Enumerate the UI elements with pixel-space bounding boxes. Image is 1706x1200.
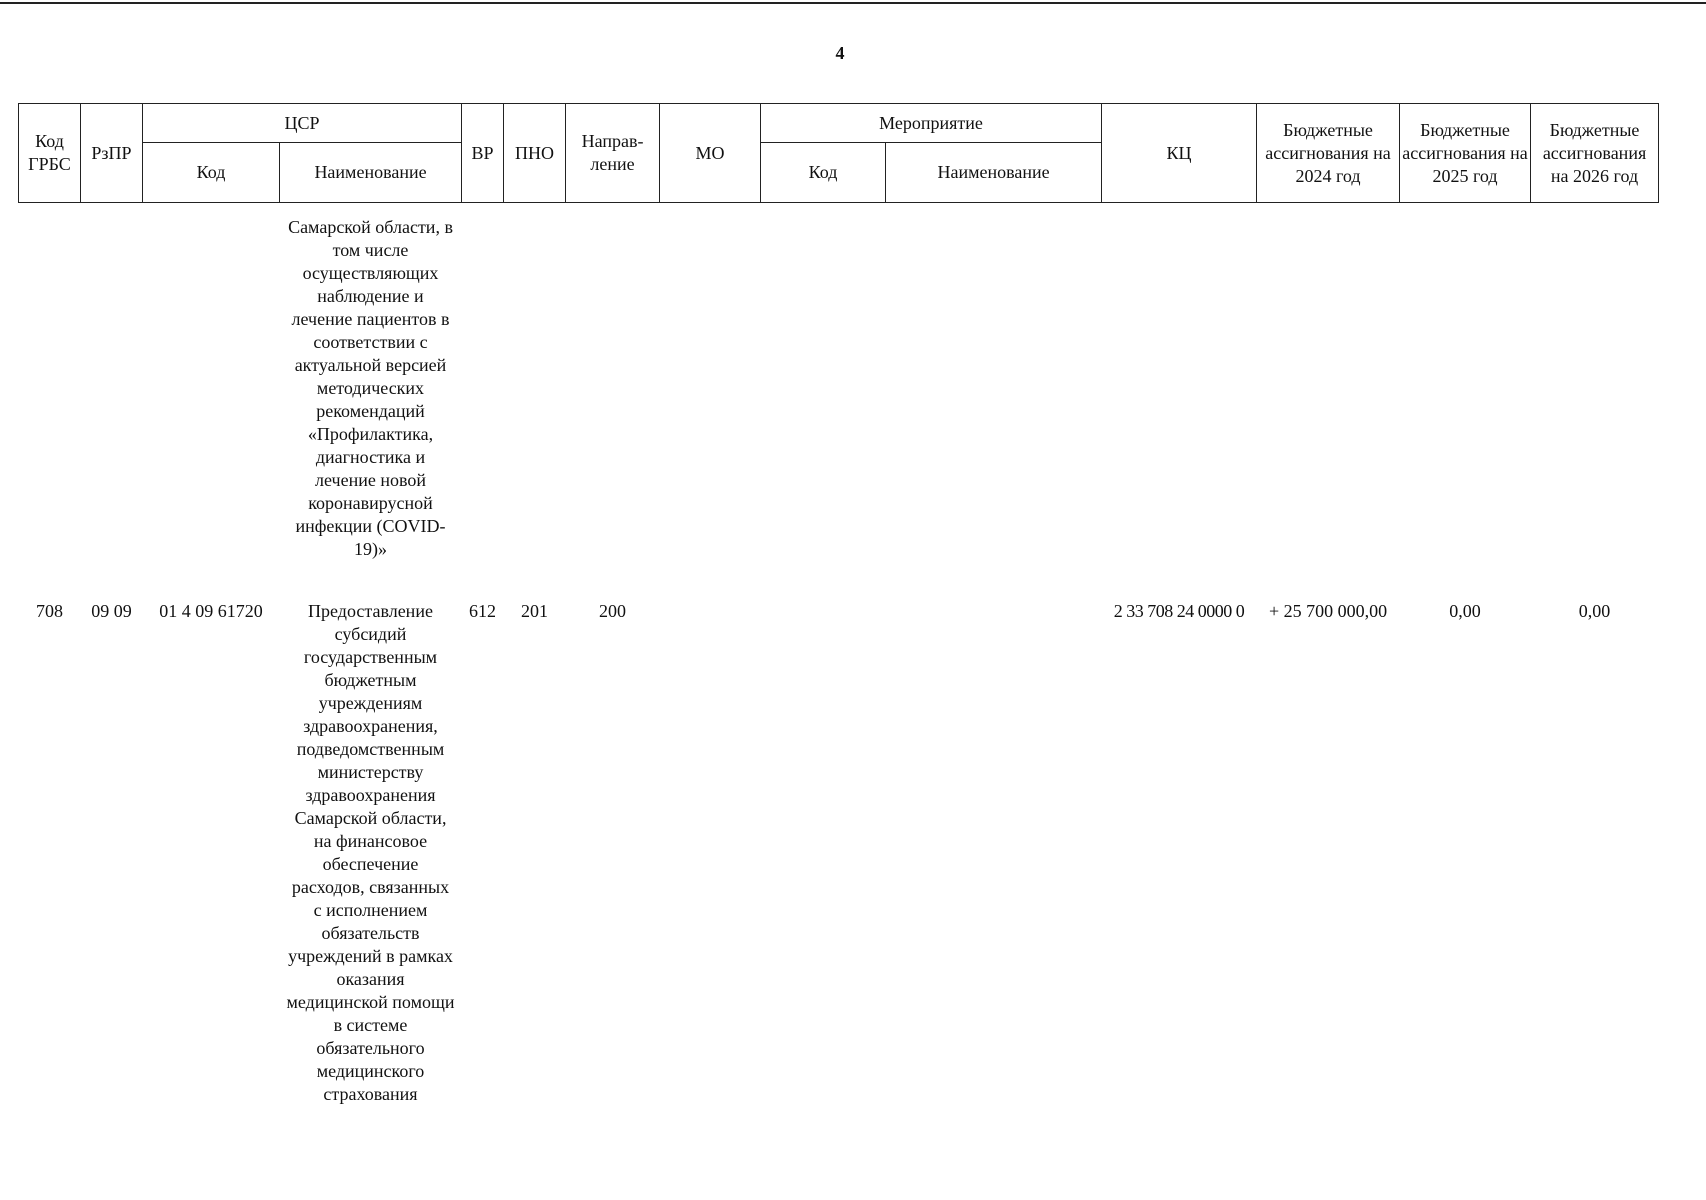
header-budget-2026: Бюджетные ассигнования на 2026 год	[1531, 104, 1659, 203]
budget-table	[18, 103, 1659, 1106]
header-row-top	[19, 104, 1659, 143]
page-number: 4	[835, 43, 845, 63]
header-mer-kod: Код	[761, 143, 886, 203]
header-csr-name: Наименование	[280, 143, 462, 203]
cell-kod-grbs: 708	[36, 601, 63, 621]
header-csr-kod: Код	[143, 143, 280, 203]
cell-mer-kod	[761, 588, 886, 1106]
header-meropriyatie: Мероприятие	[761, 104, 1102, 143]
top-border-line	[0, 2, 1706, 4]
header-csr: ЦСР	[143, 104, 462, 143]
cell-csr-kod: 01 4 09 61720	[159, 601, 263, 621]
header-pno: ПНО	[504, 104, 566, 203]
cell-budget-2026: 0,00	[1578, 601, 1611, 621]
cell-vr: 612	[469, 601, 497, 621]
cell-mo	[660, 588, 761, 1106]
header-rzpr: РзПР	[81, 104, 143, 203]
continuation-name: Самарской области, в том числе осуществляющих наблюдение и лечение пациентов в соответствии с актуальной версией методических рекомендаций «Профилактика, диагностика и лечение новой коронавирусной инфекции (COVID-19)»	[288, 217, 453, 559]
header-mo: МО	[660, 104, 761, 203]
continuation-row	[19, 203, 1659, 589]
table-row	[19, 588, 1659, 1106]
cell-mer-name	[886, 588, 1102, 1106]
header-napravlenie: Направ-ление	[566, 104, 660, 203]
cell-budget-2024: + 25 700 000,00	[1268, 601, 1388, 621]
header-mer-name: Наименование	[886, 143, 1102, 203]
header-vr: ВР	[462, 104, 504, 203]
cell-budget-2025: 0,00	[1449, 601, 1481, 621]
cell-kc: 2 33 708 24 0000 0	[1113, 601, 1245, 621]
header-kc: КЦ	[1102, 104, 1257, 203]
header-budget-2025: Бюджетные ассигнования на 2025 год	[1400, 104, 1531, 203]
header-budget-2024: Бюджетные ассигнования на 2024 год	[1257, 104, 1400, 203]
cell-napravlenie: 200	[599, 601, 627, 621]
cell-pno: 201	[521, 601, 549, 621]
cell-rzpr: 09 09	[91, 601, 132, 621]
cell-csr-name: Предоставление субсидий государственным бюджетным учреждениям здравоохранения, подведомственным министерству здравоохранения Самарской области, на финансовое обеспечение расходов, связанных с исполнением обязательств учреждений в рамках оказания медицинской помощи в системе обязательного медицинского страхования	[286, 601, 455, 1104]
header-kod-grbs: Код ГРБС	[19, 104, 81, 203]
